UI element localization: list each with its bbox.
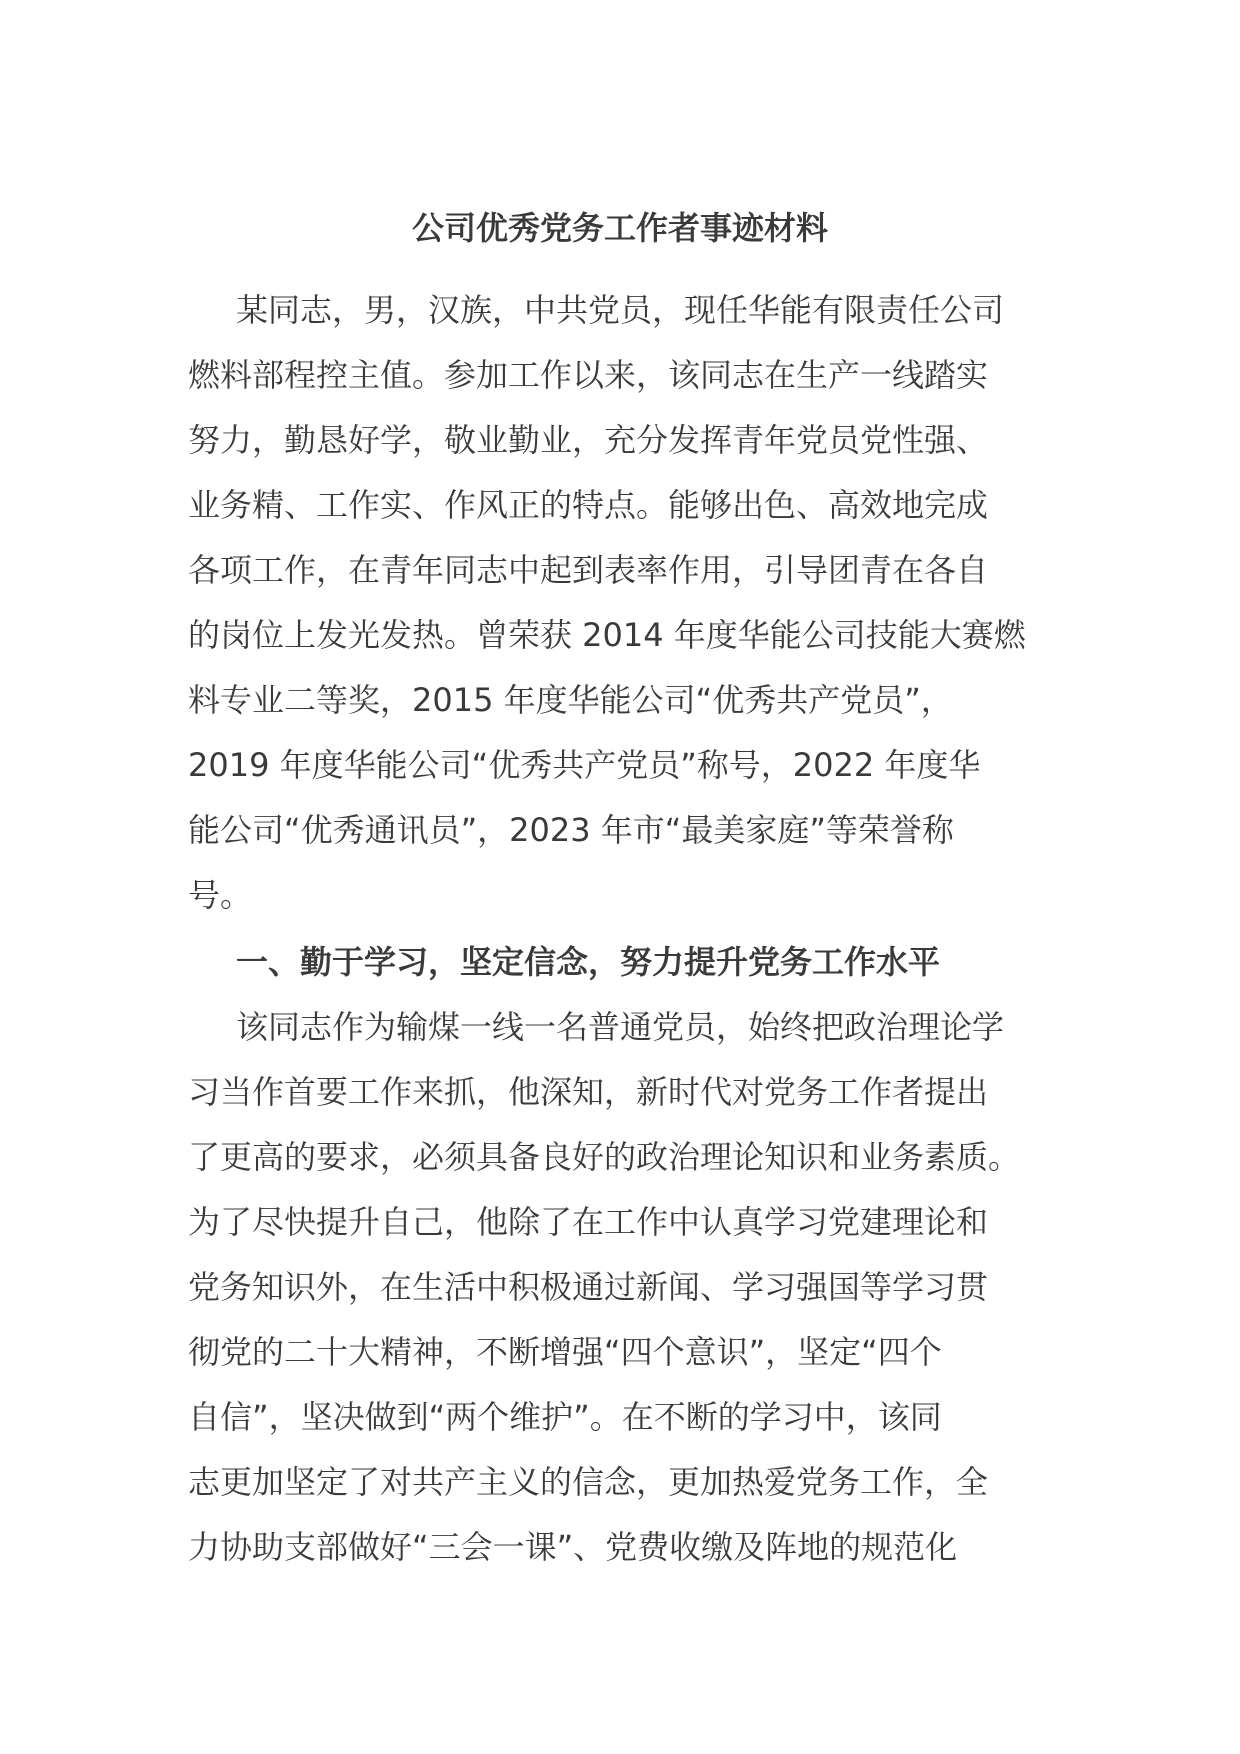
paragraph-line: 燃料部程控主值。参加工作以来，该同志在生产一线踏实 bbox=[188, 356, 989, 394]
paragraph-line: 某同志，男，汉族，中共党员，现任华能有限责任公司 bbox=[236, 291, 1005, 329]
paragraph-line: 号。 bbox=[188, 876, 253, 914]
paragraph-line: 彻党的二十大精神，不断增强“四个意识”，坚定“四个 bbox=[188, 1333, 942, 1371]
paragraph-line: 2019 年度华能公司“优秀共产党员”称号，2022 年度华 bbox=[188, 746, 981, 784]
paragraph-line: 为了尽快提升自己，他除了在工作中认真学习党建理论和 bbox=[188, 1203, 989, 1241]
paragraph-line: 业务精、工作实、作风正的特点。能够出色、高效地完成 bbox=[188, 486, 989, 524]
paragraph-line: 党务知识外，在生活中积极通过新闻、学习强国等学习贯 bbox=[188, 1268, 989, 1306]
paragraph-line: 力协助支部做好“三会一课”、党费收缴及阵地的规范化 bbox=[188, 1528, 958, 1566]
paragraph-line: 志更加坚定了对共产主义的信念，更加热爱党务工作，全 bbox=[188, 1463, 989, 1501]
paragraph-line: 的岗位上发光发热。曾荣获 2014 年度华能公司技能大赛燃 bbox=[188, 616, 1026, 654]
document-title: 公司优秀党务工作者事迹材料 bbox=[411, 209, 828, 247]
paragraph-line: 能公司“优秀通讯员”，2023 年市“最美家庭”等荣誉称 bbox=[188, 811, 954, 849]
paragraph-line: 料专业二等奖，2015 年度华能公司“优秀共产党员”， bbox=[188, 681, 953, 719]
paragraph-line: 了更高的要求，必须具备良好的政治理论知识和业务素质。 bbox=[188, 1138, 1021, 1176]
paragraph-line: 努力，勤恳好学，敬业勤业，充分发挥青年党员党性强、 bbox=[188, 421, 989, 459]
paragraph-line: 习当作首要工作来抓，他深知，新时代对党务工作者提出 bbox=[188, 1073, 989, 1111]
paragraph-line: 自信”，坚决做到“两个维护”。在不断的学习中，该同 bbox=[188, 1398, 942, 1436]
paragraph-line: 该同志作为输煤一线一名普通党员，始终把政治理论学 bbox=[236, 1008, 1005, 1046]
paragraph-line: 各项工作，在青年同志中起到表率作用，引导团青在各自 bbox=[188, 551, 989, 589]
section-heading: 一、勤于学习，坚定信念，努力提升党务工作水平 bbox=[236, 943, 941, 981]
